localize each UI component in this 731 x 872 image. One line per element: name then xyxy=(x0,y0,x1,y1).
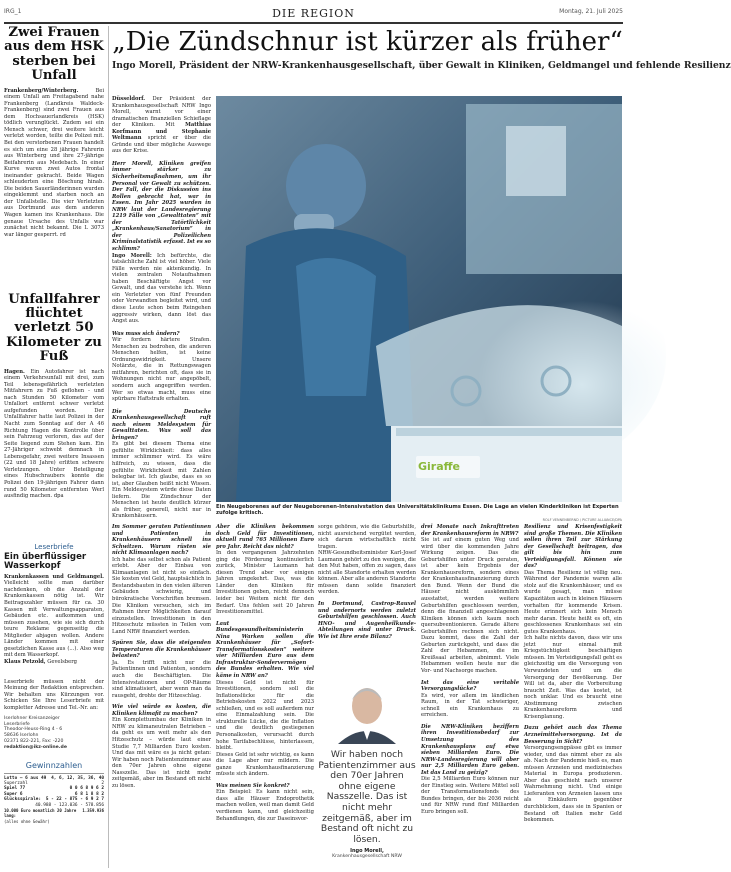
main-headline: „Die Zündschnur ist kürzer als früher“ xyxy=(112,27,623,57)
header-rule xyxy=(4,22,623,24)
question: In Dortmund, Castrop-Rauxel und andernorts werden zuletzt Geburtshilfen geschlossen. Auch HNO- und Augenheilkunde-Abteilungen sind unter Druck. Wie ist Ihre erste Bilanz? xyxy=(318,601,416,640)
column-divider xyxy=(108,26,109,868)
question: Herr Morell, Kliniken greifen immer stärker zu Sicherheitsmaßnahmen, um ihr Personal vor Gewalt zu schützen. Der Fall, der die Diskussion ins Rollen gebracht hat, war in Essen. Im Jahr 2025 wurden in NRW laut der Landesregierung 1219 Fälle von „Gewalttaten“ mit der Tatörtlichkeit „Krankenhaus/Sanatorium“ in der Polizeilichen Kriminalstatistik erfasst. Ist es so schlimm? xyxy=(112,160,211,253)
pull-quote-box xyxy=(318,674,416,866)
letters-contact xyxy=(4,716,104,751)
photo-caption: Ein Neugeborenes auf der Neugeborenen-Intensivstation des Universitätsklinikums Essen. Die Lage an vielen Kinderkliniken ist Experten zufolge kritisch. xyxy=(216,504,619,517)
question: Im Sommer geraten Patientinnen und Patienten in Krankenhäusern schnell ins Schwitzen. Warum rüsten sie nicht Klimaanlagen nach? xyxy=(112,524,211,557)
pull-quote: Wir haben noch Patientenzimmer aus den 70er Jahren ohne eigene Nasszelle. Das ist nicht mehr zeitgemäß, aber im Bestand oft nicht zu lösen. xyxy=(318,749,416,845)
article1-dateline: Frankenberg/Winterberg. xyxy=(4,87,79,94)
article2-dateline: Hagen. xyxy=(4,368,25,375)
lotto-row: Spiel 77 0 0 6 8 9 6 2 xyxy=(4,786,104,792)
question: Laut Bundesgesundheitsministerin Nina Warken sollen die Krankenhäuser für „Sofort-Transformationskosten“ weitere vier Milliarden Euro aus dem Infrastruktur-Sondervermögen des Bundes erhalten. Wie viel käme in NRW an? xyxy=(216,620,314,680)
letter-author: Klaus Petzold, xyxy=(4,658,46,665)
lotto-row: Superzahl 2 xyxy=(4,781,104,787)
answer: Es gibt bei diesem Thema eine gefühlte Wirklichkeit: dass alles immer schlimmer wird. Es wäre hilfreich, zu wissen, dass die gefühlte Wirklichkeit mit Zahlen belegbar ist. Ich glaube, dass es so ist, aber Glauben heißt nicht Wissen. Ein Meldesystem würde diese Daten liefern. Die Zündschnur der Menschen ist heute deutlich kürzer als früher, generell, nicht nur in Krankenhäusern. xyxy=(112,441,211,520)
contact-line: 58636 Iserlohn xyxy=(4,733,39,739)
lotto-row: Glücksspirale: 5 - 22 - 875 - 6 9 2 7 xyxy=(4,797,104,803)
lotto-row: Super 6 6 8 1 8 8 2 xyxy=(4,791,104,797)
letter-author-place: Gevelsberg xyxy=(47,658,77,665)
question: drei Monate nach Inkrafttreten der Krankenhausreform in NRW? xyxy=(421,524,519,537)
issue-date: Montag, 21. Juli 2025 xyxy=(559,8,623,15)
portrait-photo xyxy=(318,674,416,744)
page-number: IRG_1 xyxy=(4,8,22,15)
contact-line: Iserlohner Kreisanzeiger xyxy=(4,715,60,721)
interview-intro-column: Düsseldorf. Der Präsident der Krankenhausgesellschaft NRW Ingo Morell, warnt vor einer dramatischen finanziellen Schieflage der Kliniken. Mit Matthias Korfmann und Stephanie Weltmann spricht er über die Gründe und über mögliche Auswege aus der Krise. Herr Morell, Kliniken greifen immer stärker zu Sicherheitsmaßnahmen, um ihr Personal vor Gewalt zu schützen. Der Fall, der die Diskussion ins Rollen gebracht hat, war in Essen. Im Jahr 2025 wurden in NRW laut der Landesregierung 1219 Fälle von „Gewalttaten“ mit der Tatörtlichkeit „Krankenhaus/Sanatorium“ in der Polizeilichen Kriminalstatistik erfasst. Ist es so schlimm? Ingo Morell: Ich befürchte, die tatsächliche Zahl ist viel höher. Viele Fälle werden nie aktenkundig. In vielen zentralen Notaufnahmen haben Beschäftigte Angst vor Gewalt, und das verstehe ich. Wenn ein Verletzter von fünf Freunden oder Verwandten begleitet wird, und diese Leute schon beim Reingehen aggressiv wirken, dann löst das Angst aus. Was muss sich ändern? Wir fordern härtere Strafen. Menschen zu bedrohen, die anderen Menschen helfen, ist keine Ordnungswidrigkeit. Unsere Notärzte, die in Rettungswagen mitfahren, berichten oft, dass sie in Wohnungen nicht nur angepöbelt, sondern auch angegriffen werden. Wer so etwas macht, muss eine spürbare Haftstrafe erhalten. Die Deutsche Krankenhausgesellschaft ruft nach einem Meldesystem für Gewalttaten. Was soll das bringen? Es gibt bei diesem Thema eine gefühlte Wirklichkeit: dass alles immer schlimmer wird. Es wäre hilfreich, zu wissen, dass die gefühlte Wirklichkeit mit Zahlen belegbar ist. Ich glaube, dass es so ist, aber Glauben heißt nicht Wissen. Ein Meldesystem würde diese Daten liefern. Die Zündschnur der Menschen ist heute deutlich kürzer als früher, generell, nicht nur in Krankenhäusern. xyxy=(112,96,212,520)
answer: In den vergangenen Jahrzehnten ging die Förderung kontinuierlich zurück, Minister Laumann hat diesen Trend aber vor einigen Jahren umgekehrt. Das, was die Länder den Kliniken für Investitionen geben, reicht dennoch leider bei Weitem nicht für den Bedarf. Uns fehlen seit 20 Jahren Investitionsmittel. xyxy=(216,550,314,616)
answer: Ein Beispiel: Es kann nicht sein, dass alle Häuser Endoprothetik machen wollen, weil man damit Geld verdienen kann, und gleichzeitig Behandlungen, die zur Daseinsvor- xyxy=(216,789,314,822)
lotto-row: 40.988 - 123.036 - 578.856 xyxy=(35,802,104,808)
page-header xyxy=(4,8,623,20)
hero-photo xyxy=(216,96,622,502)
answer: NRW-Gesundheitsminister Karl-Josef Laumann gehört zu den wenigen, die den Mut haben, offen zu sagen, dass nicht alle Standorte erhalten werden können. Aber alle anderen Standorte müssen dann solide finanziert werden. xyxy=(318,550,416,596)
interview-column-3 xyxy=(216,524,314,866)
article1-headline: Zwei Frauen aus dem HSK sterben bei Unfall xyxy=(4,25,104,84)
question: Spüren Sie, dass die steigenden Temperaturen die Krankenhäuser belasten? xyxy=(112,640,211,660)
lotto-row: Lotto – 6 aus 49 4, 6, 12, 35, 36, 40 xyxy=(4,775,104,781)
question: Die Deutsche Krankenhausgesellschaft ruft nach einem Meldesystem für Gewalttaten. Was soll das bringen? xyxy=(112,408,211,441)
answer: sorge gehören, wie die Geburtshilfe, nicht ausreichend vergütet werden, sich darum wirtschaftlich nicht tragen. xyxy=(318,524,416,550)
contact-email[interactable]: redaktion@ikz-online.de xyxy=(4,744,67,750)
answer: Dieses Geld ist nicht für Investitionen, sondern soll die Inflationslücke für die Betriebskosten 2022 und 2023 schließen, und es soll außerdem nur eine Einmalzahlung sein. Die strukturelle Lücke, die die Inflation und die deutlich gestiegenen Personalkosten, verursacht durch hohe Tarifabschlüsse, hinterlassen, bleibt. xyxy=(216,679,314,752)
contact-line: 02371 822-221, Fax: -220 xyxy=(4,739,64,745)
interview-column-6 xyxy=(524,524,622,866)
question: Aber die Kliniken bekommen doch Geld für Investitionen, aktuell rund 765 Millionen Euro pro Jahr. Reicht das nicht? xyxy=(216,524,314,550)
letter-headline: Ein überflüssiger Wasserkopf xyxy=(4,551,87,572)
section-title: DIE REGION xyxy=(272,7,355,20)
question: Dazu gehört auch das Thema Arzneimittelversorgung. Ist da Besserung in Sicht? xyxy=(524,725,622,745)
article2-body: Hagen. Ein Autofahrer ist nach einem Verkehrsunfall mit drei, zum Teil lebensgefährlich verletzten Mitfahrern zu Fuß geflohen - und nach Stunden 50 Kilometer vom Unfallort entfernt schwer verletzt aufgefunden worden. Der Unfallfahrer hatte laut Polizei in der Nacht zum Sonntag auf der A 46 Richtung Hagen die Kontrolle über sein Fahrzeug verloren, das auf der Seite liegend zum Stehen kam. Ein 27-Jähriger schwebt demnach in Lebensgefahr, zwei weitere Insassen (22 und 18 Jahre) erlitten schwere Verletzungen. Unter Beteiligung eines Hubschraubers konnte die Polizei den 19-jährigen Fahrer dann rund 50 Kilometer entfernten Werl ausfindig machen. dpa xyxy=(4,368,104,500)
pull-quote-name: Ingo Morell, xyxy=(350,848,384,855)
lotto-title: Gewinnzahlen xyxy=(25,760,83,770)
answer: Wir fordern härtere Strafen. Menschen zu bedrohen, die anderen Menschen helfen, ist keine Ordnungswidrigkeit. Unsere Notärzte, die in Rettungswagen mitfahren, berichten oft, dass sie in Wohnungen nicht nur angepöbelt, sondern auch angegriffen werden. Wer so etwas macht, muss eine spürbare Haftstrafe erhalten. xyxy=(112,337,211,403)
question: Resilienz und Krisenfestigkeit sind große Themen. Die Kliniken sollen ihren Teil zur Stärkung der Gesellschaft beitragen, das gilt bis hin zum Verteidigungsfall. Können sie das? xyxy=(524,524,622,570)
letters-note: Leserbriefe müssen nicht der Meinung der Redaktion entsprechen. Wir behalten uns Kürzungen vor. Schicken Sie Ihre Leserbriefe mit kompletter Adresse und Tel.-Nr. an: xyxy=(4,678,104,712)
interview-column-5 xyxy=(421,524,519,866)
answer: Ein Komplettumbau der Kliniken in NRW zu klimaneutralen Betrieben – da geht es um weit mehr als den Hitzeschutz – würde laut einer Studie 7,7 Milliarden Euro kosten. Und das mit wäre es ja nicht getan: Wir haben noch Patientenzimmer aus den 70er Jahren ohne eigene Nasszelle. Das ist nicht mehr zeitgemäß, aber im Bestand oft nicht zu lösen. xyxy=(112,717,211,789)
incubator-brand-label: Giraffe xyxy=(418,460,461,473)
answer: Dieses Geld ist sehr wichtig, es kann die Lage aber nur mildern. Die ganze Krankenhausfinanzierung müsste sich ändern. xyxy=(216,751,314,778)
question: Ist das eine veritable Versorgungslücke? xyxy=(421,679,519,693)
photo-credit: ROLF VENNENBERND / PICTURE ALLIANCE/DPA xyxy=(542,518,622,522)
answer: Das Thema Resilienz ist völlig neu. Während der Pandemie waren alle stolz auf die Krankenhäuser, und es wurde gesagt, man müsse Kapazitäten auch in kleinen Häusern vorhalten für kommende Krisen. Heute erinnert sich kein Mensch mehr daran. Heute heißt es oft, ein geschlossenes Krankenhaus sei ein gutes Krankenhaus. xyxy=(524,569,622,635)
answer: Ich halte nichts davon, dass wir uns jetzt nur einmal mit Kriegstüchtigkeit beschäftigen müssen. Im Verteidigungsfall geht es gleichzeitig um die Versorgung von Verwundeten und um die Versorgung der Bevölkerung. Der Will ist da, aber die Vorbereitung braucht Zeit. Was das kostet, ist noch unklar. Und es braucht eine Abstimmung zwischen Krankenhausreform und Krisenplanung. xyxy=(524,635,622,720)
nicu-photo-illustration xyxy=(216,96,622,502)
lotto-row: 10.000 Euro monatlich 20 Jahre lang: 1.359.936 xyxy=(4,808,104,819)
question: Wie viel würde es kosten, die Kliniken klimafit zu machen? xyxy=(112,704,211,717)
question: Die NRW-Kliniken beziffern ihren Investitionsbedarf zur Umsetzung des Krankenhausplans auf etwa sieben Milliarden Euro. Die NRW-Landesregierung will aber nur 2,5 Milliarden Euro geben. Ist das Land zu geizig? xyxy=(421,723,519,776)
contact-line: Leserbriefe xyxy=(4,721,30,727)
question: Was muss sich ändern? xyxy=(112,330,180,337)
answer: Ich habe das selbst schon als Patient erlebt. Aber der Einbau von Klimaanlagen ist nicht so einfach. Sie kosten viel Geld, hauptsächlich in Bestandsbauten in den vielen älteren Gebäuden schwierig, und bürokratische Vorschriften bremsen. Die Kliniken versuchen, sich im Rahmen ihrer Möglichkeiten darauf einzustellen. Investitionen in den Hitzeschutz müssten in Teilen vom Land NRW finanziert werden. xyxy=(112,556,211,635)
answer: Sie ist auf einem guten Weg und wird über die kommenden Jahre Wirkung zeigen. Das die Geburtshilfen unter Druck geraten, ist aber kein Ergebnis der Krankenhausreform, sondern eines der Krankenhausfinanzierung durch den Bund. Wenn der Bund die Häuser nicht auskömmlich ausstattet, werden weitere Geburtshilfen geschlossen werden, denn die finanziell angeschlagenen Kliniken können sich kaum noch quersubventionieren. Gerade ältere Geburtshilfen rechnen sich nicht. Dazu kommt, dass die Zahl der Geburten zurückgeht, und dass die Zahl der Hebammen, die im Kreißsaal arbeiten, abnimmt. Viele Hebammen wollen heute nur die Vor- und Nachsorge machen. xyxy=(421,537,519,675)
article1-body: Frankenberg/Winterberg. Bei einem Unfall am Freitagabend nahe Frankenberg (Landkreis Waldeck-Frankenberg) sind zwei Frauen aus dem Hochsauerlandkreis (HSK) tödlich verunglückt. Zudem sei ein Mensch schwer, drei weitere leicht verletzt worden, teilte die Polizei mit. Bei den verstorbenen Frauen handelt es sich um eine 28 jährige Fahrerin aus Winterberg und ihre 27-jährige Beifahrerin aus Medebach. In einer Kurve waren zwei Autos frontal ineinander gekracht. Beide Wagen schleuderten eine Böschung hinab. Die beiden Sauerländerinnen wurden eingeklemmt und starben noch an der Unfallstelle. Die vier Verletzten aus Dortmund aus dem anderen Wagen kamen ins Krankenhaus. Die genaue Ursache des Unfalls war zunächst nicht bekannt. Die L 3073 war länger gesperrt. rd xyxy=(4,87,104,238)
question: Was meinen Sie konkret? xyxy=(216,782,290,789)
lotto-table xyxy=(4,773,104,825)
contact-line: Theodor-Heuss-Ring 4 - 6 xyxy=(4,727,63,733)
pull-quote-role: Krankenhausgesellschaft NRW xyxy=(332,854,402,860)
left-column xyxy=(4,26,104,866)
answer: Es wird, vor allem im ländlichen Raum, in der Tat schwieriger, schnell ein Krankenhaus zu erreichen. xyxy=(421,692,519,719)
letters-kicker: Leserbriefe xyxy=(34,542,74,551)
letter-topic: Krankenkassen und Geldmangel. xyxy=(4,573,104,580)
answer: Die 2,5 Milliarden Euro können nur der Einstieg sein. Weitere Mittel soll der Transformationsfonds des Bundes bringen, der bis 2036 reicht und für NRW rund fünf Milliarden Euro bringen soll. xyxy=(421,776,519,815)
interview-column-2 xyxy=(112,524,211,866)
intro-dateline: Düsseldorf. xyxy=(112,96,146,102)
lotto-row: (alles ohne Gewähr) xyxy=(4,818,50,824)
interview-column-4 xyxy=(318,524,416,866)
article2-headline: Unfallfahrer flüchtet verletzt 50 Kilometer zu Fuß xyxy=(6,291,102,365)
answer: Ja. Es trifft nicht nur die Patientinnen und Patienten, sondern auch die Beschäftigten. Die Intensivstationen und OP-Räume sind klimatisiert, aber wenn man da rausgeht, drohte der Hitzeschlag. xyxy=(112,659,211,699)
answer: Versorgungsengpässe gibt es immer wieder, und das nimmt eher zu als ab. Nach der Pandemie hieß es, man müssen Arzneien und medizinisches Material in Europa produzieren. Aber das geschieht nach unserer Wahrnehmung nicht. Und einige Lieferanten von Arzneien lassen uns als Einkäufern gegenüber durchblicken, dass sie in Spanien or Bestand oft Italien mehr Geld bekommen. xyxy=(524,745,622,824)
letter-body: Krankenkassen und Geldmangel. Vielleicht sollte man darüber nachdenken, ob die Anzahl der Krankenkassen nötig ist. Wir Beitragszahler müssen für ca. 30 Kassen mit Verwaltungsapparaten, Gebäuden etc. aufkommen und müssen zusehen, wie sie sich durch teure Reklame gegenseitig die Mitglieder abjagen wollen. Andere Länder kommen mit einer gesetzlichen Kasse aus (...). Also weg mit dem Wasserkopf. Klaus Petzold, Gevelsberg xyxy=(4,573,104,665)
main-subheadline: Ingo Morell, Präsident der NRW-Krankenhausgesellschaft, über Gewalt in Kliniken, Geldmangel und fehlende Resilienz xyxy=(112,60,731,71)
